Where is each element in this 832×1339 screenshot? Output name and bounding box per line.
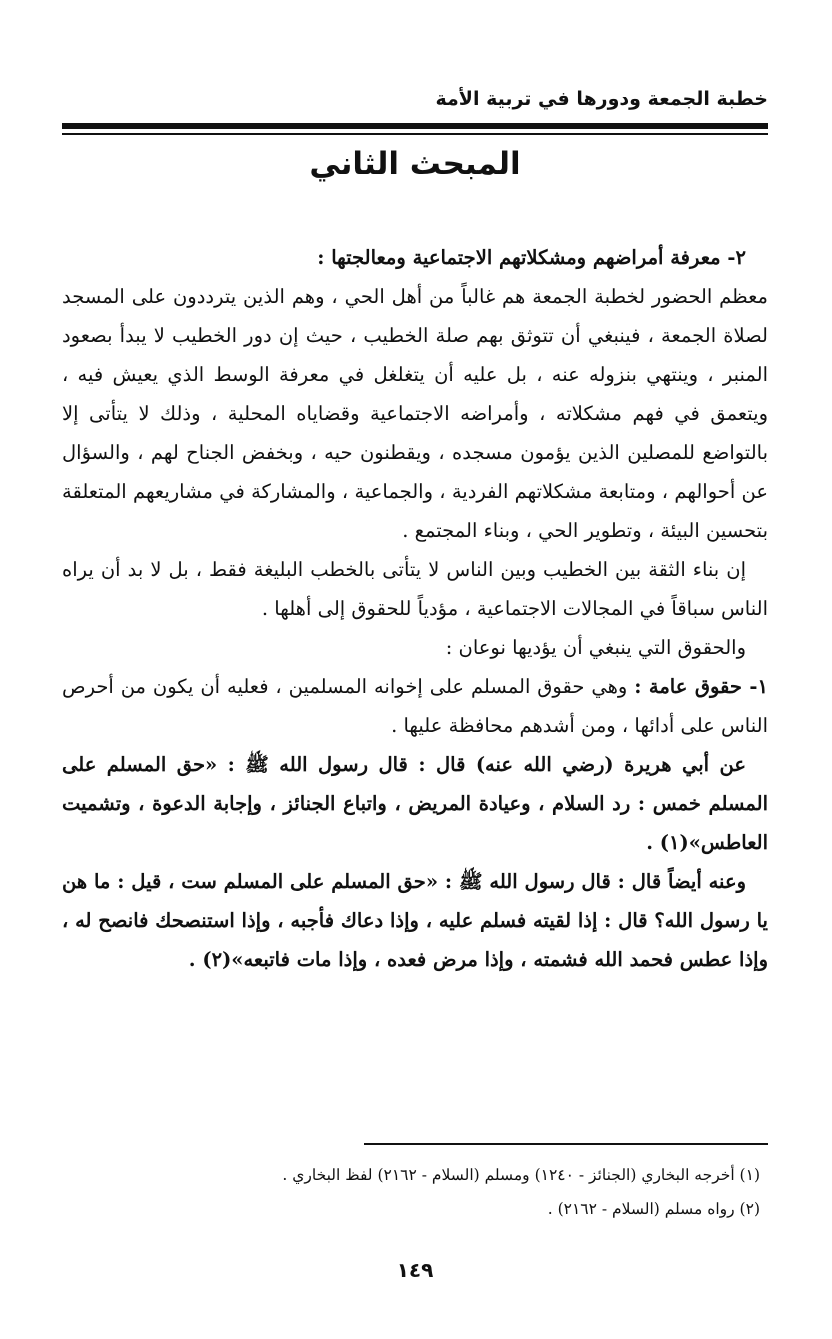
hadith-five-rights: عن أبي هريرة (رضي الله عنه) قال : قال رسول الله ﷺ : «حق المسلم على المسلم خمس : رد السلام ، وعيادة المريض ، واتباع الجنائز ، وإجابة الدعوة ، وتشميت العاطس»(١) . [62, 753, 768, 854]
footnote-divider [364, 1143, 768, 1145]
section-title: المبحث الثاني [309, 146, 521, 182]
header-rule-thick [62, 123, 768, 129]
paragraph-community-role: معظم الحضور لخطبة الجمعة هم غالباً من أهل الحي ، وهم الذين يترددون على المسجد لصلاة الجمعة ، فينبغي أن تتوثق بهم صلة الخطيب ، حيث إن دور الخطيب لا يبدأ بصعود المنبر ، وينتهي بنزوله عنه ، بل عليه أن يتغلغل في معرفة الوسط الذي يعيش فيه ، ويتعمق في فهم مشكلاته ، وأمراضه الاجتماعية وقضاياه المحلية ، وذلك لا يتأتى إلا بالتواضع للمصلين الذين يؤمون مسجده ، ويقطنون حيه ، وبخفض الجناح لهم ، والسؤال عن أحوالهم ، ومتابعة مشكلاتهم الفردية ، والجماعية ، والمشاركة في مشاريعهم المتعلقة بتحسين البيئة ، وتطوير الحي ، وبناء المجتمع . [62, 285, 768, 542]
book-page [62, 0, 768, 1339]
general-rights-text: وهي حقوق المسلم على إخوانه المسلمين ، فعليه أن يكون من أحرص الناس على أدائها ، ومن أشدهم محافظة عليها . [62, 675, 768, 737]
footnote-1: (١) أخرجه البخاري (الجنائز - ١٢٤٠) ومسلم (السلام - ٢١٦٢) لفظ البخاري . [282, 1166, 760, 1184]
general-rights-lead: ١- حقوق عامة : [634, 675, 769, 698]
running-header: خطبة الجمعة ودورها في تربية الأمة [435, 88, 768, 110]
footnotes [62, 1158, 768, 1226]
subsection-heading: ٢- معرفة أمراضهم ومشكلاتهم الاجتماعية ومعالجتها : [317, 246, 746, 269]
page-number: ١٤٩ [396, 1258, 434, 1282]
paragraph-rights-types: والحقوق التي ينبغي أن يؤديها نوعان : [445, 636, 746, 659]
header-rule-thin [62, 133, 768, 135]
hadith-six-rights: وعنه أيضاً قال : قال رسول الله ﷺ : «حق المسلم على المسلم ست ، قيل : ما هن يا رسول الله؟ قال : إذا لقيته فسلم عليه ، وإذا دعاك فأجبه ، وإذا استنصحك فانصح له ، وإذا عطس فحمد الله فشمته ، وإذا مرض فعده ، وإذا مات فاتبعه»(٢) . [62, 870, 768, 971]
paragraph-general-rights [62, 667, 768, 745]
paragraph-trust: إن بناء الثقة بين الخطيب وبين الناس لا يتأتى بالخطب البليغة فقط ، بل لا بد أن يراه الناس سباقاً في المجالات الاجتماعية ، مؤدياً للحقوق إلى أهلها . [62, 558, 768, 620]
body-text [62, 238, 768, 979]
footnote-2: (٢) رواه مسلم (السلام - ٢١٦٢) . [547, 1200, 760, 1218]
